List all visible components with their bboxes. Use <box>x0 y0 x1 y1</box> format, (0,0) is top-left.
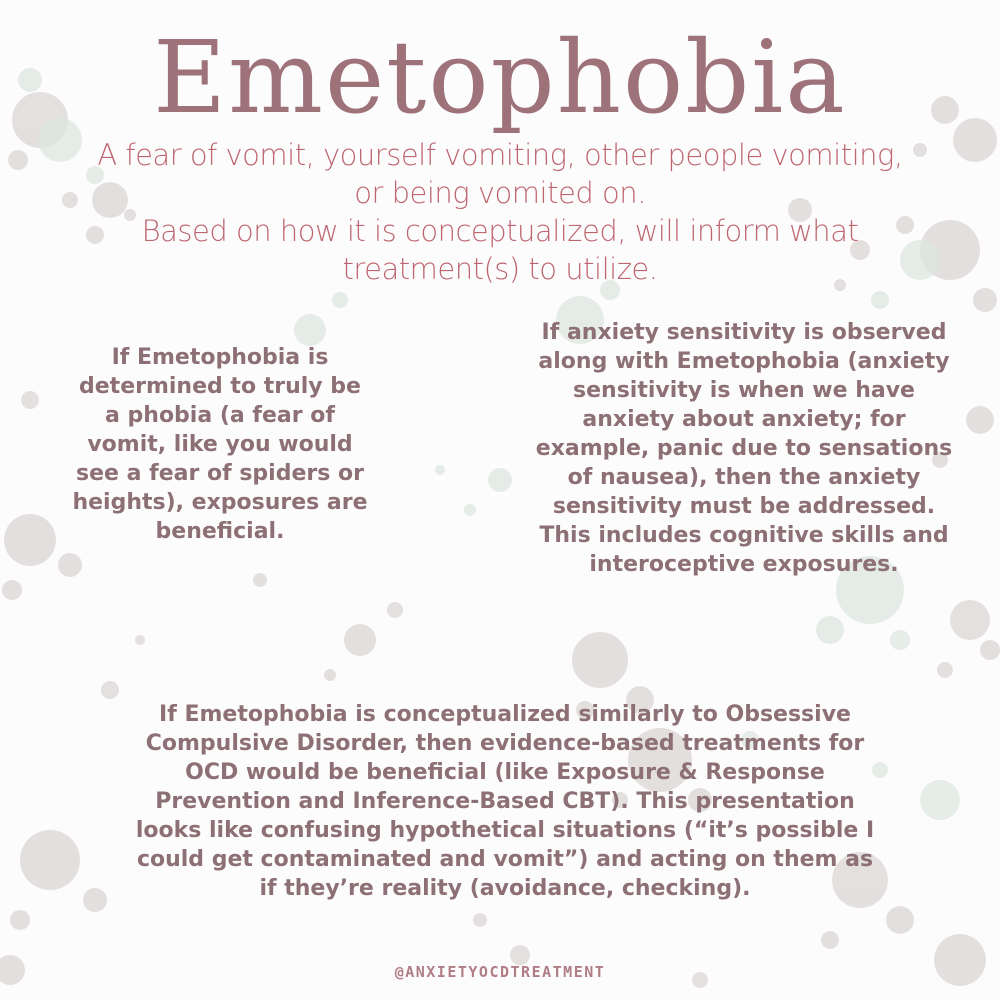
phobia-panel-text: If Emetophobia is determined to truly be a phobia (a fear of vomit, like you would see a fear of spiders or heights), exposures are beneficial. <box>72 345 368 544</box>
page-title: Emetophobia <box>153 19 847 136</box>
anxiety-sensitivity-panel-text: If anxiety sensitivity is observed along with Emetophobia (anxiety sensitivity is when we have anxiety about anxiety; for example, panic due to sensations of nausea), then the anxiety sensitivity must be addressed. This includes cognitive skills and interoceptive exposures. <box>535 320 953 577</box>
conceptualization-text: Based on how it is conceptualized, will inform what treatment(s) to utilize. <box>141 214 859 286</box>
definition-text: A fear of vomit, yourself vomiting, other people vomiting, or being vomited on. <box>97 138 903 210</box>
social-handle: @ANXIETYOCDTREATMENT <box>394 963 606 981</box>
ocd-panel-text: If Emetophobia is conceptualized similarly to Obsessive Compulsive Disorder, then evidence-based treatments for OCD would be beneficial (like Exposure & Response Prevention and Inference-Based CBT). This presentation looks like confusing hypothetical situations (“it’s possible I could get contaminated and vomit”) and acting on them as if they’re reality (avoidance, checking). <box>135 702 875 901</box>
subtitle <box>90 136 910 288</box>
